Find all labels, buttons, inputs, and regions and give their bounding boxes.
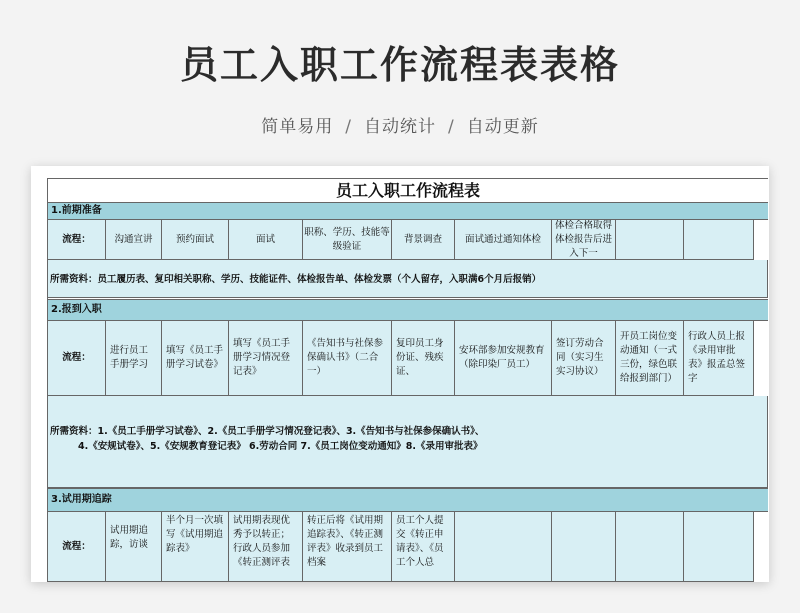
materials-line: 所需资料：1.《员工手册学习试卷》、2.《员工手册学习情况登记表》、3.《告知书与社保参保确认书》、: [50, 426, 485, 437]
flow-row: [48, 512, 768, 582]
flow-step: 进行员工手册学习: [106, 321, 162, 396]
flow-step: [616, 512, 684, 582]
flow-step: 体检合格取得体检报告后进入下一: [552, 220, 616, 260]
flow-step: 填写《员工手册学习试卷》: [162, 321, 229, 396]
flow-step: 背景调查: [392, 220, 455, 260]
flow-label: 流程：: [48, 512, 106, 582]
flow-step: 行政人员上报《录用审批表》报孟总签字: [684, 321, 754, 396]
spreadsheet-preview: [31, 166, 769, 582]
flow-step: 沟通宣讲: [106, 220, 162, 260]
flow-step: 转正后将《试用期追踪表》、《转正测评表》收录到员工档案: [303, 512, 392, 582]
flow-table: [47, 178, 768, 582]
flow-step: 安环部参加安规教育（除印染厂员工）: [455, 321, 552, 396]
flow-step: 职称、学历、技能等级验证: [303, 220, 392, 260]
page-title: 员工入职工作流程表表格: [179, 43, 620, 87]
tag-separator: /: [345, 117, 352, 137]
flow-label: 流程：: [48, 321, 106, 396]
flow-step: 试用期追踪，访谈: [106, 512, 162, 582]
section-heading: 3.试用期追踪: [48, 488, 768, 512]
flow-step: [684, 512, 754, 582]
section-heading: 2.报到入职: [48, 299, 768, 321]
flow-step: 半个月一次填写《试用期追踪表》: [162, 512, 229, 582]
tag-separator: /: [448, 117, 455, 137]
tag-auto-stats: 自动统计: [364, 117, 436, 137]
flow-step: 面试: [229, 220, 303, 260]
flow-step: [552, 512, 616, 582]
flow-step: 填写《员工手册学习情况登记表》: [229, 321, 303, 396]
tag-auto-update: 自动更新: [466, 117, 539, 137]
flow-step: [616, 220, 684, 260]
section-heading: 1.前期准备: [48, 202, 768, 220]
flow-step: 复印员工身份证、残疾证、: [392, 321, 455, 396]
tag-easy: 简单易用: [261, 117, 334, 137]
flow-step: 试用期表现优秀予以转正；行政人员参加《转正测评表: [229, 512, 303, 582]
flow-label: 流程：: [48, 220, 106, 260]
flow-step: 签订劳动合同（实习生实习协议）: [552, 321, 616, 396]
materials-note: [48, 260, 768, 298]
materials-line: 所需资料：员工履历表、复印相关职称、学历、技能证件、体检报告单、体检发票（个人留存，入职满6个月后报销）: [50, 274, 542, 285]
flow-step: 开员工岗位变动通知（一式三份，绿色联给报到部门）: [616, 321, 684, 396]
sheet-title: 员工入职工作流程表: [48, 178, 768, 203]
flow-step: [684, 220, 754, 260]
flow-row: [48, 321, 768, 396]
flow-step: 预约面试: [162, 220, 229, 260]
flow-step: 员工个人提交《转正申请表》、《员工个人总: [392, 512, 455, 582]
flow-step: 面试通过通知体检: [455, 220, 552, 260]
flow-row: [48, 220, 768, 260]
materials-note: [48, 396, 768, 488]
feature-tagline: [0, 112, 800, 137]
flow-step: [455, 512, 552, 582]
materials-line: 4.《安规试卷》、5.《安规教育登记表》 6.劳动合同 7.《员工岗位变动通知》8.《录用审批表》: [78, 441, 483, 452]
flow-step: 《告知书与社保参保确认书》（二合一）: [303, 321, 392, 396]
